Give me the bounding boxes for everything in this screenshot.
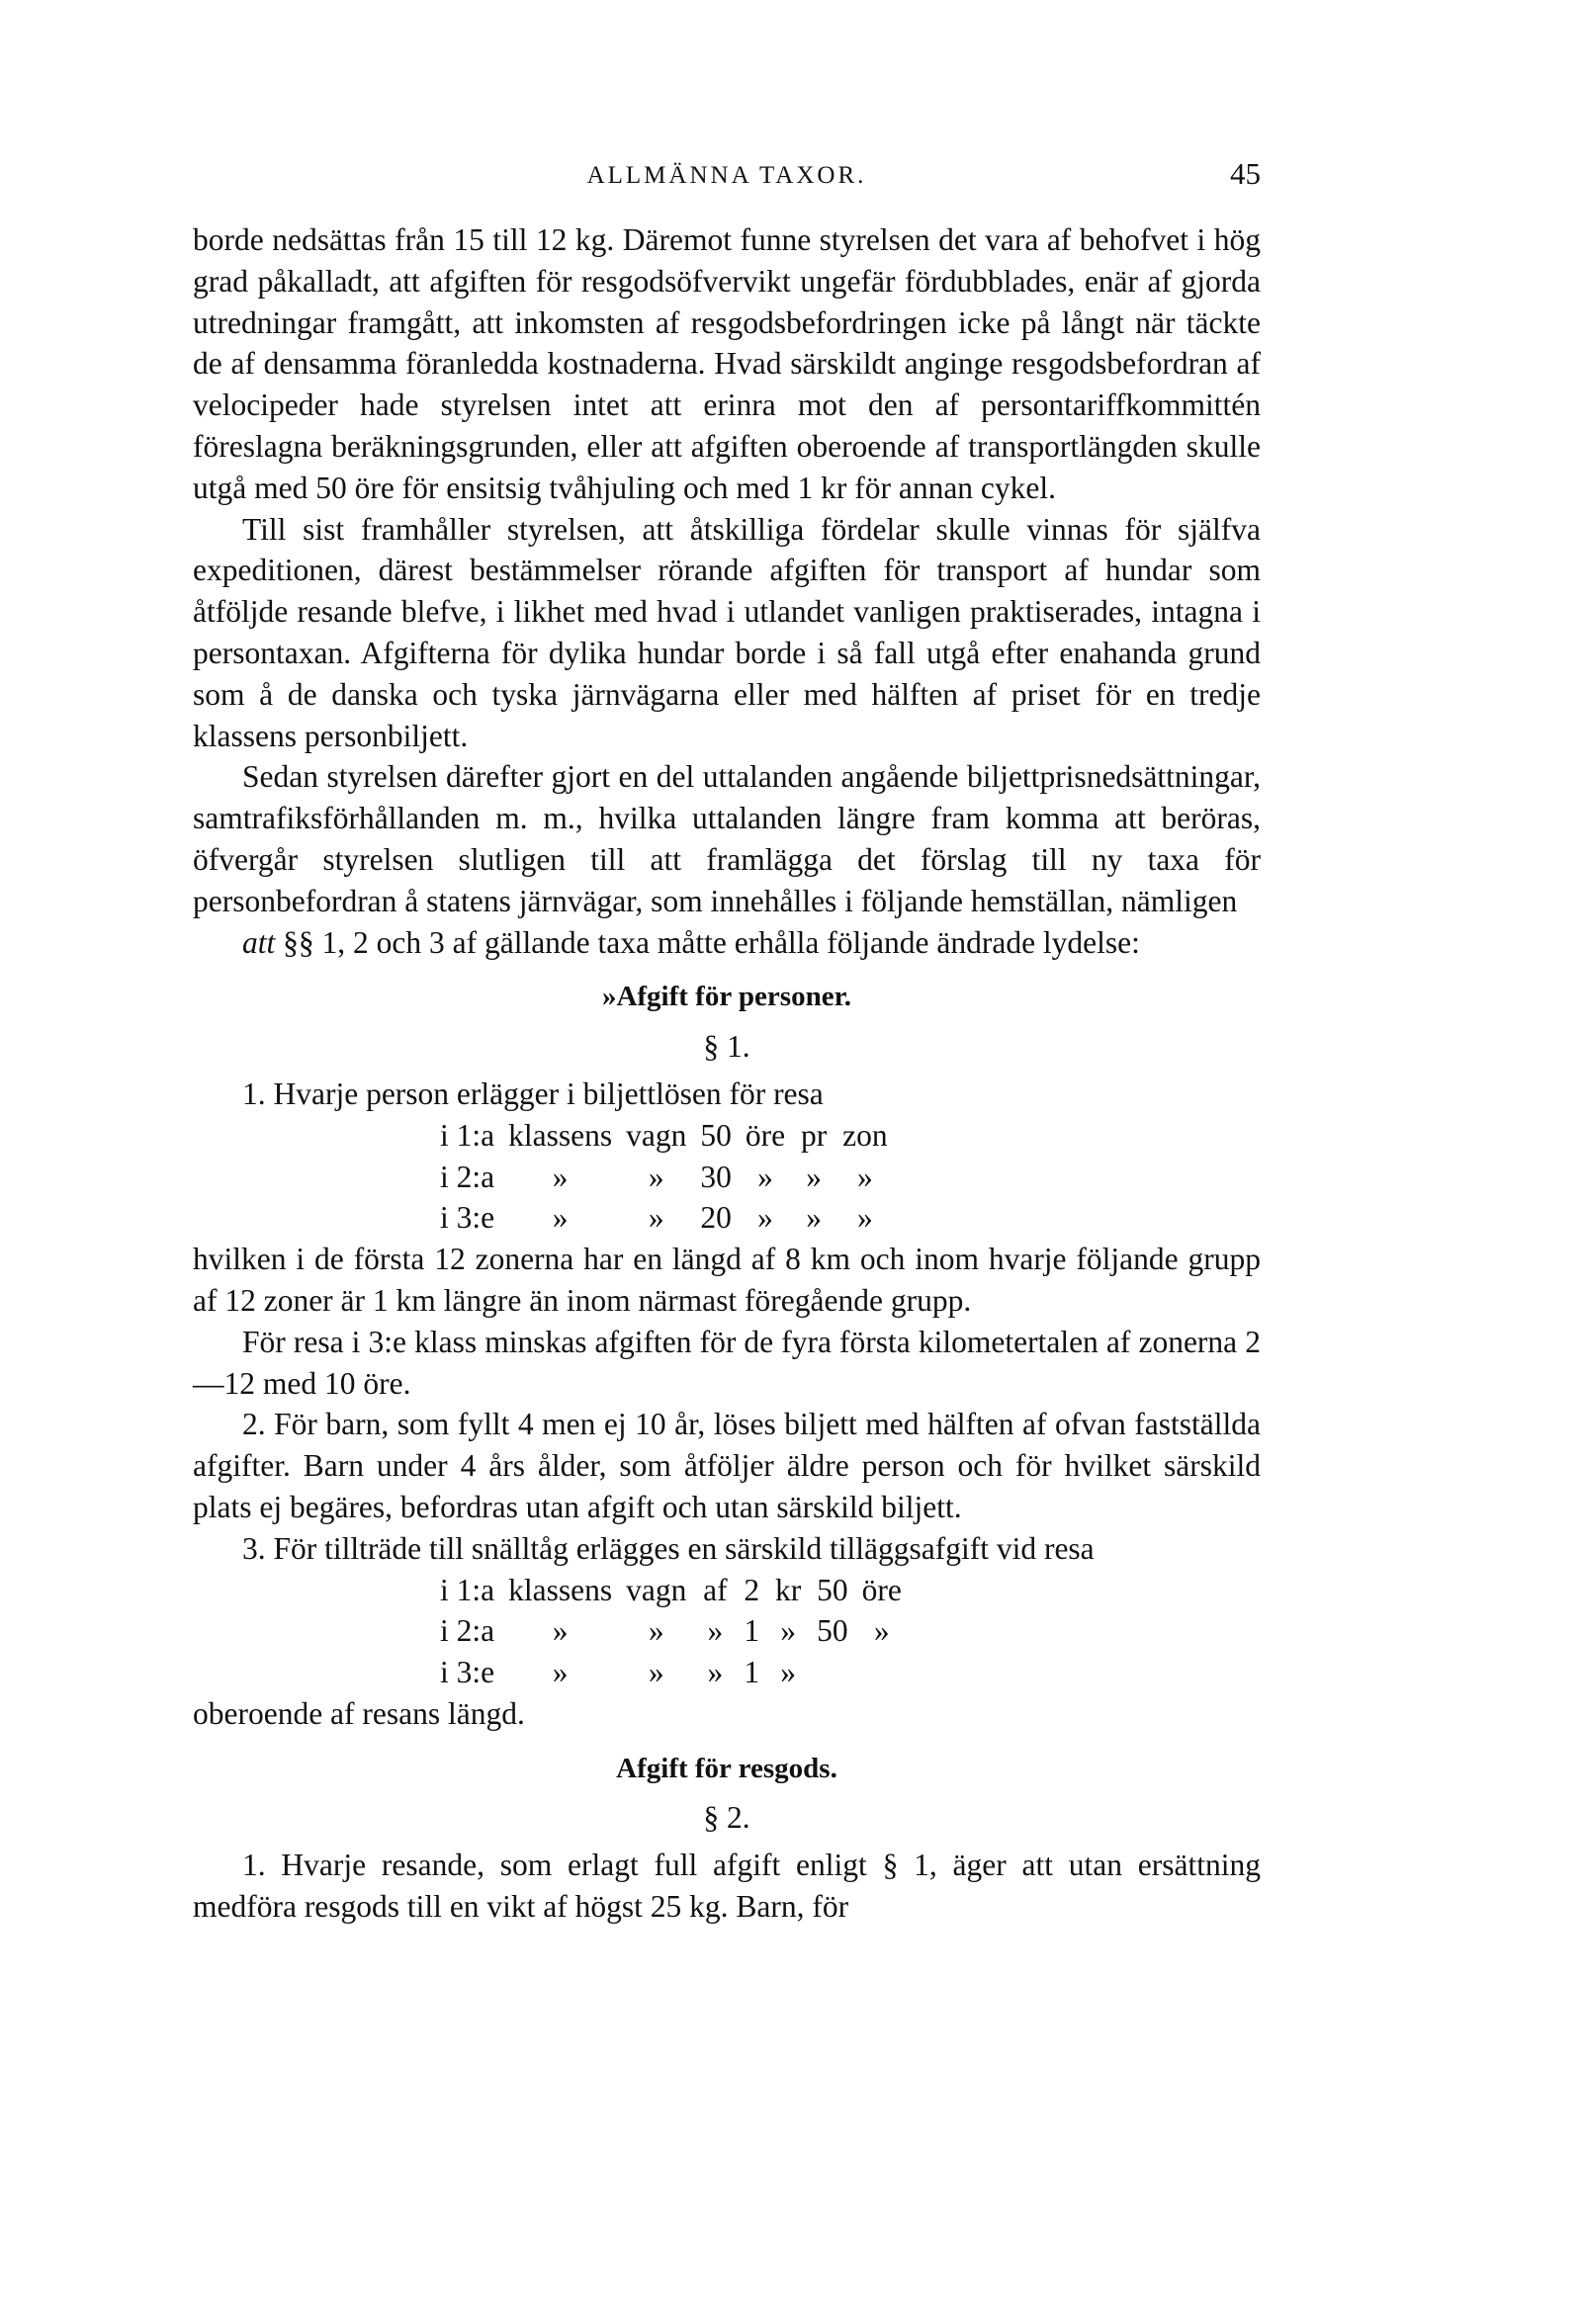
section-2-item-1: 1. Hvarje resande, som erlagt full afgift enligt § 1, äger att utan ersättning medföra resgods till en vikt af högst 25 kg. Barn, för [193, 1848, 1261, 1925]
fare-word: klassens [508, 1117, 613, 1153]
supp-word: kr [774, 1572, 802, 1607]
paragraph-forslag: Sedan styrelsen därefter gjort en del uttalanden angående biljettprisnedsättningar, samtrafiksförhållanden m. m., hvilka uttalanden längre fram komma att beröras, öfvergår styrelsen slutligen till att framlägga det förslag till ny taxa för personbefordran å statens järnvägar, som innehålles i följande hemställan, nämligen [193, 759, 1261, 918]
supp-word: öre [861, 1572, 902, 1607]
section-heading-resgods: Afgift för resgods. [616, 1752, 837, 1784]
fare-word: » [806, 1159, 822, 1194]
item-3-intro: 3. För tillträde till snälltåg erlägges en särskild tilläggsafgift vid resa [242, 1530, 1095, 1566]
fare-class: i 1:a [440, 1117, 495, 1153]
item-1-zone-text: hvilken i de första 12 zonerna har en längd af 8 km och inom hvarje följande grupp af 12 zoner är 1 km längre än inom närmast föregående grupp. [193, 1242, 1261, 1318]
page-number: 45 [1230, 156, 1261, 191]
supp-word: » [648, 1655, 664, 1690]
item-3-after: oberoende af resans längd. [193, 1695, 525, 1731]
supp-word: » [648, 1613, 664, 1649]
fare-word: vagn [626, 1117, 687, 1153]
supp-word [862, 1652, 916, 1693]
supp-ore [817, 1652, 862, 1693]
running-title: ALLMÄNNA TAXOR. [586, 162, 867, 189]
supp-kr: 2 [744, 1572, 760, 1607]
fare-word: pr [800, 1117, 828, 1153]
fare-class: i 3:e [440, 1200, 495, 1236]
section-number-2: § 2. [703, 1800, 750, 1836]
fare-word: öre [745, 1117, 786, 1153]
fare-amount: 30 [700, 1159, 732, 1194]
paragraph-hemstallan [193, 922, 1261, 964]
supp-ore: 50 [817, 1613, 848, 1649]
supp-word: » [552, 1613, 569, 1649]
section-number-1: § 1. [703, 1029, 750, 1065]
page-header [193, 156, 1261, 196]
fare-word: » [806, 1200, 822, 1236]
supp-class: i 3:e [440, 1655, 495, 1690]
section-heading-personer: »Afgift för personer. [601, 981, 852, 1013]
supp-kr: 1 [744, 1655, 760, 1690]
supplement-row [440, 1570, 916, 1611]
supp-word: » [780, 1655, 796, 1690]
fare-class: i 2:a [440, 1159, 495, 1194]
fare-word: zon [842, 1117, 888, 1153]
att-lead: att [242, 924, 276, 960]
fare-word: » [757, 1200, 773, 1236]
item-1-intro: 1. Hvarje person erlägger i biljettlösen för resa [242, 1076, 824, 1111]
fare-word: » [757, 1159, 773, 1194]
fare-word: » [856, 1200, 873, 1236]
paragraph-styrelsen-resgods: borde nedsättas från 15 till 12 kg. Däremot funne styrelsen det vara af behofvet i hög grad påkalladt, att afgiften för resgodsöfvervikt ungefär fördubblades, enär af gjorda utredningar framgått, att inkomsten af resgodsbefordringen icke på långt när täckte de af densamma föranledda kostnaderna. Hvad särskildt anginge resgodsbefordran af velocipeder hade styrelsen intet att erinra mot den af persontariffkommittén föreslagna beräkningsgrunden, eller att afgiften oberoende af transportlängden skulle utgå med 50 öre för ensitsig tvåhjuling och med 1 kr för annan cykel. [193, 222, 1261, 505]
fare-amount: 20 [700, 1200, 732, 1236]
item-1-note: För resa i 3:e klass minskas afgiften för de fyra första kilometertalen af zonerna 2—12 med 10 öre. [193, 1324, 1261, 1401]
page-body [193, 219, 1261, 1928]
supplement-row [440, 1652, 916, 1693]
fare-row [440, 1197, 902, 1239]
supp-word: » [552, 1655, 569, 1690]
supp-word: af [703, 1572, 728, 1607]
fare-word: » [856, 1159, 873, 1194]
supp-class: i 2:a [440, 1613, 495, 1649]
fare-word: » [648, 1159, 664, 1194]
supplement-table [440, 1570, 916, 1693]
supp-word: klassens [508, 1572, 613, 1607]
supp-class: i 1:a [440, 1572, 495, 1607]
fare-word: » [648, 1200, 664, 1236]
hemstallan-text: §§ 1, 2 och 3 af gällande taxa måtte erhålla följande ändrade lydelse: [275, 924, 1140, 960]
fare-row [440, 1157, 902, 1198]
supp-word: » [780, 1613, 796, 1649]
fare-amount: 50 [700, 1117, 732, 1153]
supp-kr: 1 [744, 1613, 760, 1649]
fare-word: » [552, 1200, 569, 1236]
supp-word: vagn [626, 1572, 687, 1607]
supplement-row [440, 1610, 916, 1652]
fare-table [440, 1115, 902, 1239]
supp-word: » [707, 1613, 724, 1649]
fare-word: » [552, 1159, 569, 1194]
paragraph-hundar: Till sist framhåller styrelsen, att åtskilliga fördelar skulle vinnas för själfva expeditionen, därest bestämmelser rörande afgiften för transport af hundar som åtföljde resande blefve, i likhet med hvad i utlandet vanligen praktiserades, intagna i persontaxan. Afgifterna för dylika hundar borde i så fall utgå efter enahanda grund som å de danska och tyska järnvägarna eller med hälften af priset för en tredje klassens personbiljett. [193, 511, 1261, 753]
fare-row [440, 1115, 902, 1157]
supp-ore: 50 [817, 1572, 848, 1607]
item-2: 2. För barn, som fyllt 4 men ej 10 år, löses biljett med hälften af ofvan fastställda afgifter. Barn under 4 års ålder, som åtföljer äldre person och för hvilket särskild plats ej begäres, befordras utan afgift och utan särskild biljett. [193, 1407, 1261, 1524]
supp-word: » [707, 1655, 724, 1690]
supp-word: » [873, 1613, 890, 1649]
